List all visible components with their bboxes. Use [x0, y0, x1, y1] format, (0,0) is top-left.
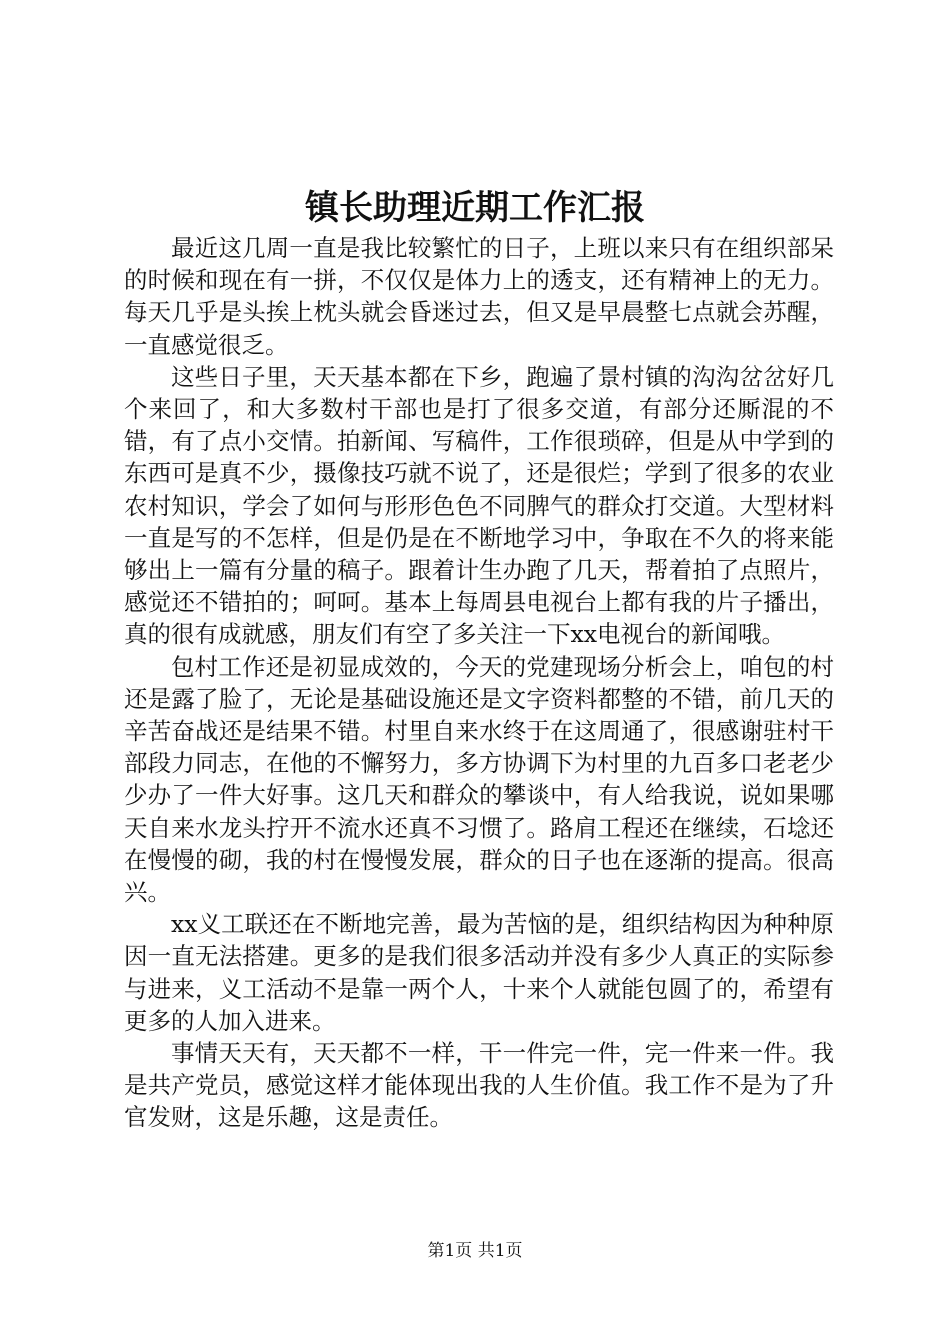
page-number-footer: 第1页 共1页 — [427, 1241, 523, 1261]
paragraph-2: 这些日子里，天天基本都在下乡，跑遍了景村镇的沟沟岔岔好几个来回了，和大多数村干部也是打了很多交道，有部分还厮混的不错，有了点小交情。拍新闻、写稿件，工作很琐碎，但是从中学到的东西可是真不少，摄像技巧就不说了，还是很烂；学到了很多的农业农村知识，学会了如何与形形色色不同脾气的群众打交道。大型材料一直是写的不怎样，但是仍是在不断地学习中，争取在不久的将来能够出上一篇有分量的稿子。跟着计生办跑了几天，帮着拍了点照片，感觉还不错拍的；呵呵。基本上每周县电视台上都有我的片子播出，真的很有成就感，朋友们有空了多关注一下xx电视台的新闻哦。 — [124, 362, 834, 649]
paragraph-5: 事情天天有，天天都不一样，干一件完一件，完一件来一件。我是共产党员，感觉这样才能体现出我的人生价值。我工作不是为了升官发财，这是乐趣，这是责任。 — [124, 1039, 834, 1132]
document-title: 镇长助理近期工作汇报 — [305, 188, 645, 228]
paragraph-1: 最近这几周一直是我比较繁忙的日子，上班以来只有在组织部呆的时候和现在有一拼，不仅仅是体力上的透支，还有精神上的无力。每天几乎是头挨上枕头就会昏迷过去，但又是早晨整七点就会苏醒，一直感觉很乏。 — [124, 234, 834, 359]
paragraph-4: xx义工联还在不断地完善，最为苦恼的是，组织结构因为种种原因一直无法搭建。更多的是我们很多活动并没有多少人真正的实际参与进来，义工活动不是靠一两个人，十来个人就能包圆了的，希望有更多的人加入进来。 — [124, 910, 834, 1035]
document-body — [124, 232, 834, 1134]
paragraph-3: 包村工作还是初显成效的，今天的党建现场分析会上，咱包的村还是露了脸了，无论是基础设施还是文字资料都整的不错，前几天的辛苦奋战还是结果不错。村里自来水终于在这周通了，很感谢驻村干部段力同志，在他的不懈努力，多方协调下为村里的九百多口老老少少办了一件大好事。这几天和群众的攀谈中，有人给我说，说如果哪天自来水龙头拧开不流水还真不习惯了。路肩工程还在继续，石埝还在慢慢的砌，我的村在慢慢发展，群众的日子也在逐渐的提高。很高兴。 — [124, 652, 834, 907]
